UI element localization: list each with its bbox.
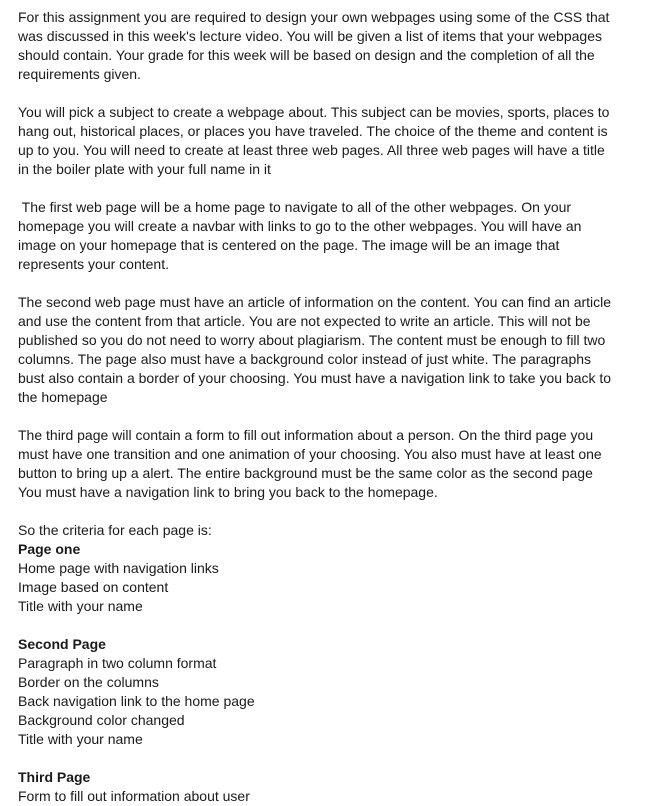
criteria-heading: Second Page [18,636,106,652]
criteria-item: Background color changed [18,712,185,728]
paragraph-subject-choice [18,103,630,179]
paragraph-assignment-intro [18,8,630,84]
text-line: must have one transition and one animation of your choosing. You also must have at least one [18,446,602,462]
criteria-item: Home page with navigation links [18,560,219,576]
criteria-heading: Third Page [18,769,91,785]
criteria-page-one [18,521,630,616]
criteria-intro: So the criteria for each page is: [18,522,212,538]
text-line: For this assignment you are required to design your own webpages using some of the CSS that [18,9,610,25]
text-line: columns. The page also must have a background color instead of just white. The paragraphs [18,351,592,367]
criteria-item: Border on the columns [18,674,159,690]
criteria-item: Image based on content [18,579,169,595]
criteria-heading: Page one [18,541,81,557]
text-line: the homepage [18,389,108,405]
text-line: bust also contain a border of your choosing. You must have a navigation link to take you back to [18,370,612,386]
text-line: image on your homepage that is centered on the page. The image will be an image that [18,237,560,253]
paragraph-third-page [18,426,630,502]
text-line: hang out, historical places, or places you have traveled. The choice of the theme and content is [18,123,608,139]
text-line: represents your content. [18,256,169,272]
criteria-item: Title with your name [18,731,143,747]
paragraph-second-page [18,293,630,407]
text-line: The first web page will be a home page to navigate to all of the other webpages. On your [18,199,572,215]
criteria-item: Title with your name [18,598,143,614]
paragraph-first-page [18,198,630,274]
text-line: published so you do not need to worry about plagiarism. The content must be enough to fill two [18,332,606,348]
criteria-item: Form to fill out information about user [18,788,250,804]
text-line: should contain. Your grade for this week will be based on design and the completion of all the [18,47,595,63]
criteria-third-page [18,768,630,806]
text-line: in the boiler plate with your full name in it [18,161,271,177]
text-line: You must have a navigation link to bring you back to the homepage. [18,484,438,500]
text-line: up to you. You will need to create at least three web pages. All three web pages will have a title [18,142,605,158]
text-line: You will pick a subject to create a webpage about. This subject can be movies, sports, places to [18,104,610,120]
text-line: button to bring up a alert. The entire background must be the same color as the second page [18,465,593,481]
text-line: requirements given. [18,66,141,82]
text-line: homepage you will create a navbar with links to go to the other webpages. You will have an [18,218,582,234]
criteria-second-page [18,635,630,749]
criteria-item: Back navigation link to the home page [18,693,255,709]
text-line: The second web page must have an article of information on the content. You can find an article [18,294,612,310]
text-line: and use the content from that article. You are not expected to write an article. This will not be [18,313,591,329]
criteria-item: Paragraph in two column format [18,655,217,671]
text-line: was discussed in this week's lecture video. You will be given a list of items that your webpages [18,28,602,44]
text-line: The third page will contain a form to fill out information about a person. On the third page you [18,427,594,443]
